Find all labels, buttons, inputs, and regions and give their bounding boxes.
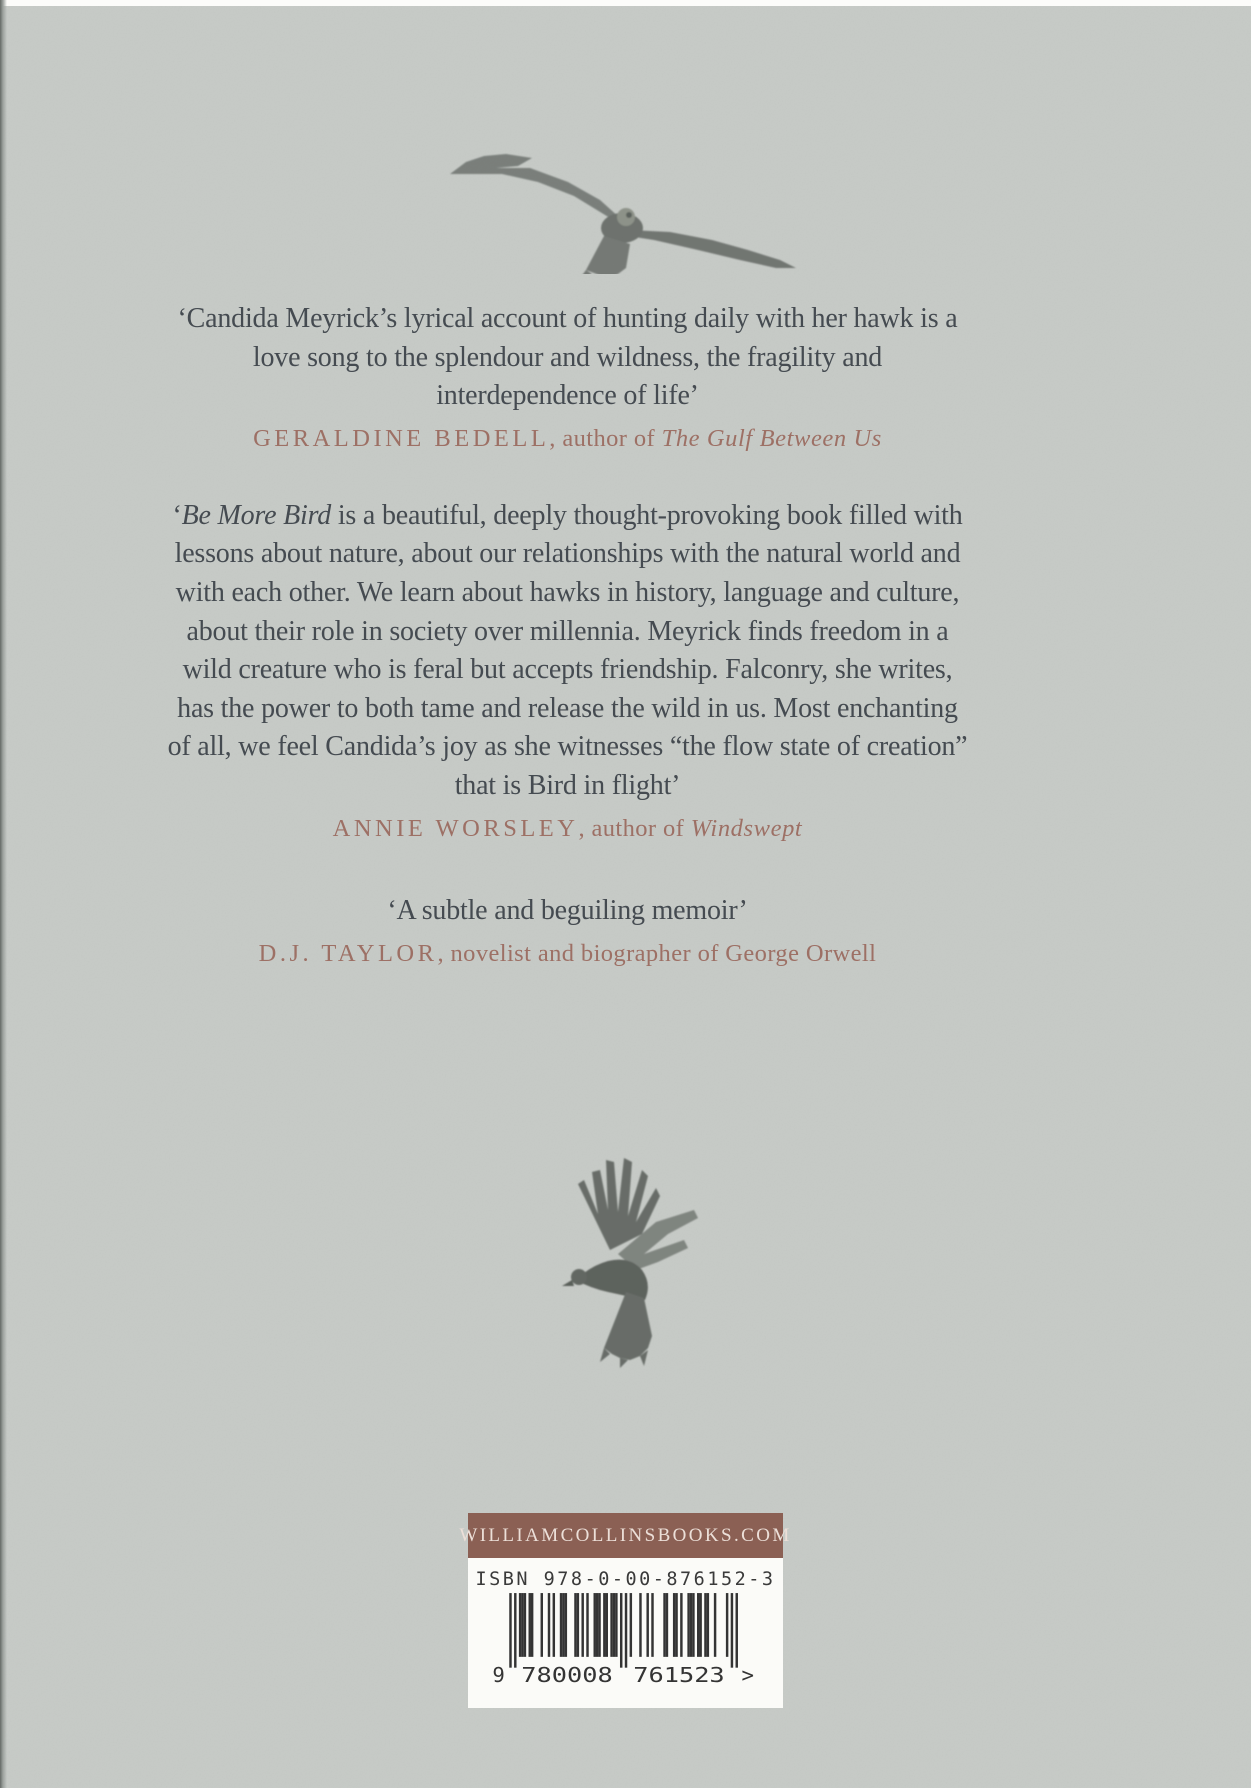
soaring-hawk-photo: [440, 142, 812, 274]
attribution-role: , author of: [549, 424, 662, 452]
quote-annie-worsley: [168, 497, 968, 847]
quote-body: Candida Meyrick’s lyrical account of hunting daily with her hawk is a love song to the splendour and wildness, the fragility and interdependence of life’: [186, 303, 958, 412]
attribution-work: Windswept: [690, 814, 803, 842]
quote-dj-taylor: [168, 892, 968, 971]
flying-hawk-photo: [519, 1150, 733, 1370]
svg-text:761523: 761523: [632, 1663, 725, 1687]
quote-attribution: [168, 937, 968, 972]
publisher-website-bar: [459, 1513, 792, 1558]
quote-geraldine-bedell: [168, 300, 968, 457]
quote-open: ‘: [387, 895, 397, 927]
quote-text: [168, 497, 968, 806]
quote-attribution: [168, 812, 968, 847]
ean13-barcode: [468, 1593, 783, 1692]
isbn-number: ISBN 978-0-00-876152-3: [475, 1569, 776, 1590]
publisher-website-text: WILLIAMCOLLINSBOOKS.COM: [459, 1524, 792, 1546]
attribution-name: GERALDINE BEDELL: [253, 424, 550, 452]
scan-edge-top: [0, 0, 1251, 6]
quote-body: A subtle and beguiling memoir’: [396, 895, 748, 927]
isbn-panel: [468, 1558, 783, 1708]
attribution-work: The Gulf Between Us: [661, 424, 882, 452]
svg-text:780008: 780008: [520, 1663, 613, 1687]
quote-open: ‘: [172, 499, 182, 531]
quote-attribution: [168, 422, 968, 457]
quote-body: is a beautiful, deeply thought-provoking book filled with lessons about nature, about our relationships with the natural world and with each other. We learn about hawks in history, language and culture, about their role in society over millennia. Meyrick finds freedom in a wild creature who is feral but accepts friendship. Falconry, she writes, has the power to both tame and release the wild in us. Most enchanting of all, we feel Candida’s joy as she witnesses “the flow state of creation” that is Bird in flight’: [167, 499, 968, 802]
attribution-role: , novelist and biographer of George Orwell: [437, 940, 877, 968]
attribution-name: D.J. TAYLOR: [258, 940, 438, 968]
svg-text:>: >: [741, 1663, 754, 1687]
quote-text: [168, 300, 968, 416]
quote-open: ‘: [177, 303, 187, 334]
attribution-name: ANNIE WORSLEY: [332, 814, 579, 842]
scan-edge-left: [0, 0, 7, 1788]
quote-italic-lead: Be More Bird: [181, 499, 332, 531]
svg-text:9: 9: [491, 1663, 505, 1687]
quote-text: [168, 892, 968, 931]
attribution-role: , author of: [578, 814, 691, 842]
publisher-isbn-block: [459, 1513, 792, 1708]
